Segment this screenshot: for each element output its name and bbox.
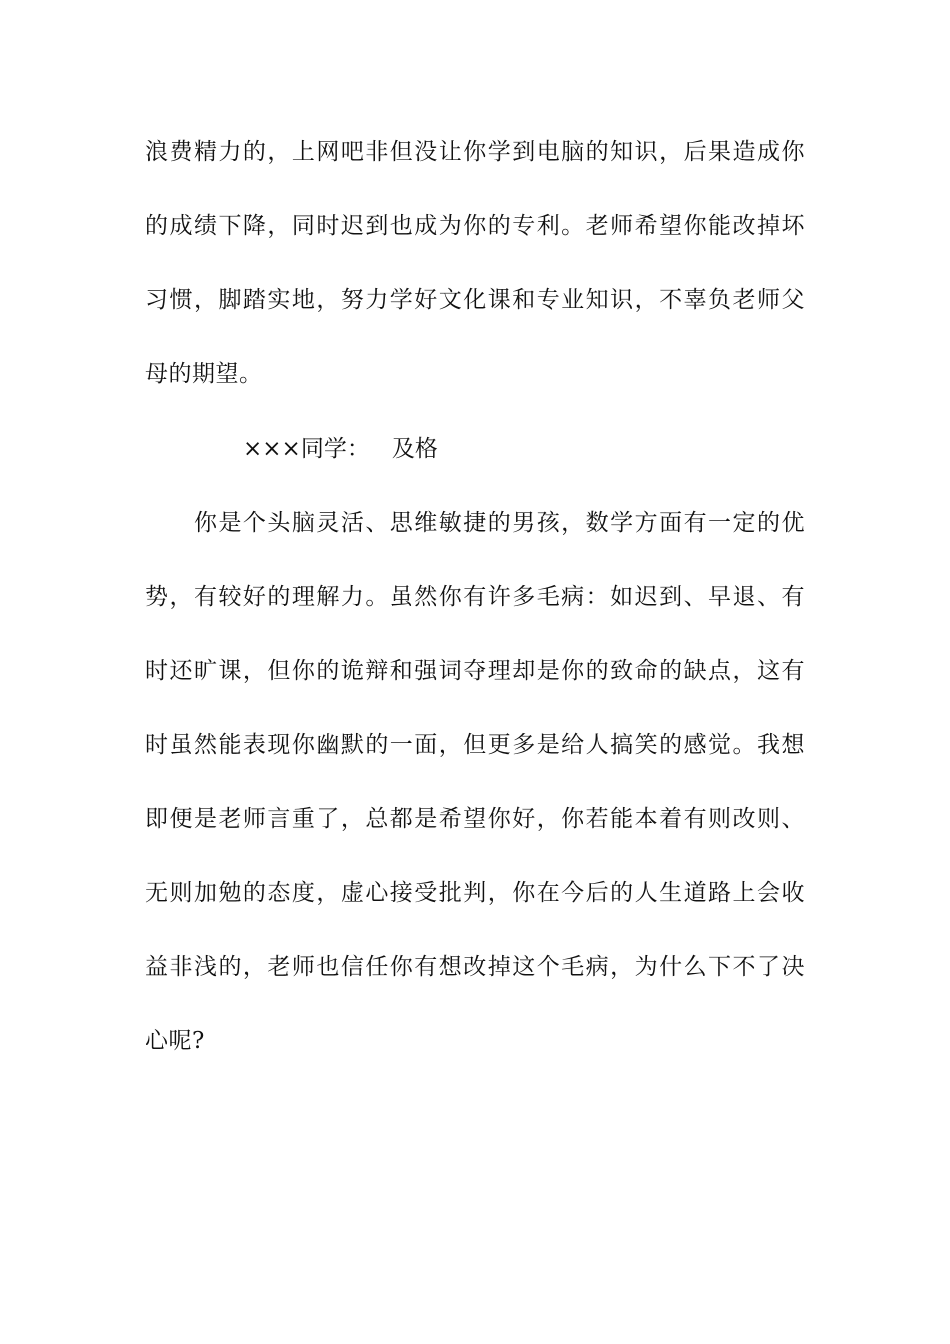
paragraph-line: 心呢? [145, 1028, 205, 1054]
paragraph-line: 即便是老师言重了，总都是希望你好，你若能本着有则改则、 [145, 806, 805, 832]
paragraph-line: 无则加勉的态度，虚心接受批判，你在今后的人生道路上会收 [145, 880, 805, 906]
student-name: ×××同学： [243, 436, 370, 462]
comment-paragraph-continued [145, 115, 805, 411]
paragraph-line: 的成绩下降，同时迟到也成为你的专利。老师希望你能改掉坏 [145, 213, 805, 239]
student-heading [243, 412, 438, 486]
paragraph-line: 势，有较好的理解力。虽然你有许多毛病：如迟到、早退、有 [145, 584, 805, 610]
paragraph-line: 时虽然能表现你幽默的一面，但更多是给人搞笑的感觉。我想 [145, 732, 805, 758]
paragraph-line: 浪费精力的，上网吧非但没让你学到电脑的知识，后果造成你 [145, 139, 805, 165]
paragraph-line: 益非浅的，老师也信任你有想改掉这个毛病，为什么下不了决 [145, 954, 805, 980]
paragraph-line: 你是个头脑灵活、思维敏捷的男孩，数学方面有一定的优 [145, 510, 805, 536]
comment-paragraph [145, 486, 805, 1078]
paragraph-line: 母的期望。 [145, 361, 263, 387]
paragraph-line: 习惯，脚踏实地，努力学好文化课和专业知识，不辜负老师父 [145, 287, 805, 313]
paragraph-line: 时还旷课，但你的诡辩和强词夺理却是你的致命的缺点，这有 [145, 658, 805, 684]
student-grade: 及格 [391, 436, 438, 462]
